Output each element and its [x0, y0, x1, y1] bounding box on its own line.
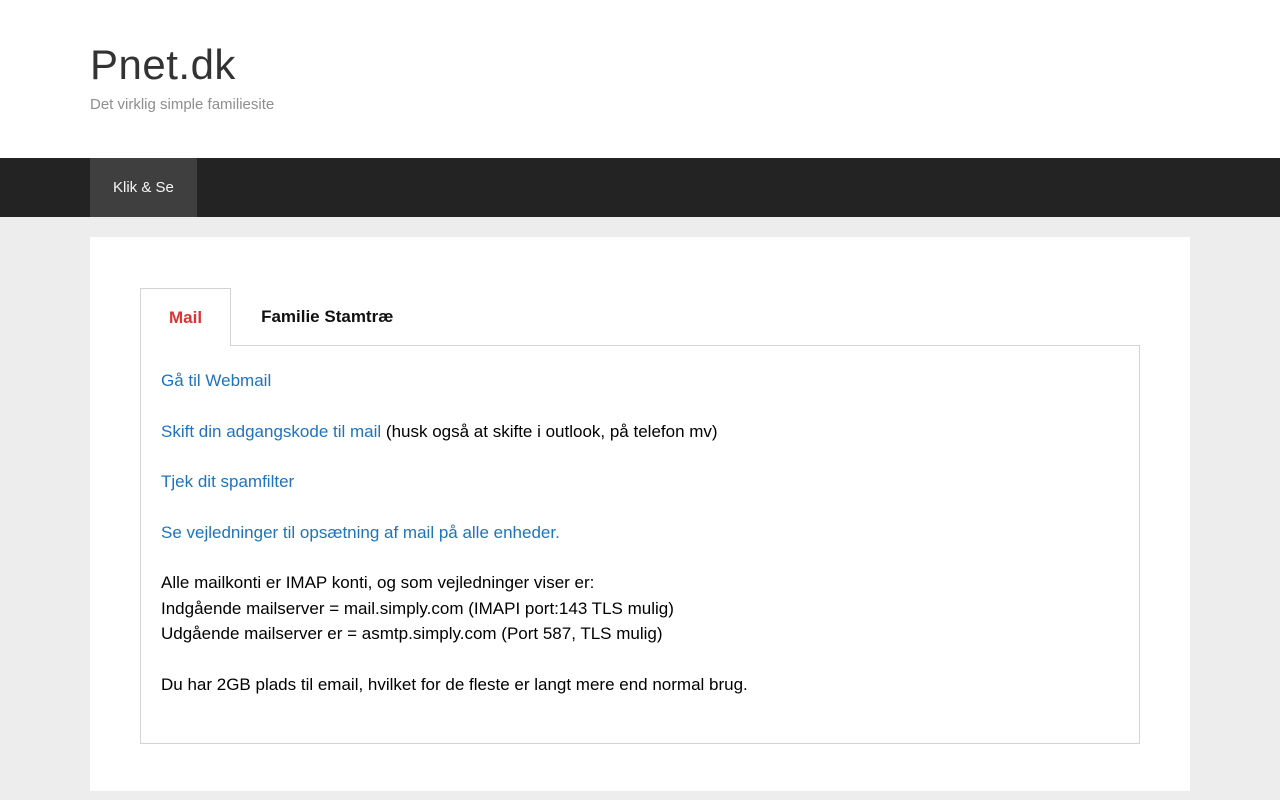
content-area [0, 217, 1280, 800]
imap-info-line-3: Udgående mailserver er = asmtp.simply.com (Port 587, TLS mulig) [161, 624, 663, 643]
mail-tab-panel [140, 345, 1140, 744]
mail-setup-guides-link[interactable]: Se vejledninger til opsætning af mail på alle enheder. [161, 522, 560, 542]
spamfilter-link[interactable]: Tjek dit spamfilter [161, 472, 295, 491]
content-card [90, 237, 1190, 791]
site-tagline: Det virklig simple familiesite [90, 96, 275, 114]
guides-line [161, 520, 1119, 546]
change-password-note: (husk også at skifte i outlook, på telefon mv) [381, 421, 718, 441]
storage-note: Du har 2GB plads til email, hvilket for de fleste er langt mere end normal brug. [161, 674, 748, 694]
webmail-link[interactable]: Gå til Webmail [161, 371, 272, 390]
tab-familie-stamtrae[interactable]: Familie Stamtræ [261, 306, 394, 326]
imap-info-block [161, 570, 1119, 647]
main-nav [0, 158, 1280, 217]
site-header [0, 0, 1280, 158]
nav-item-klik-se[interactable]: Klik & Se [90, 158, 197, 217]
site-title[interactable]: Pnet.dk [90, 41, 236, 88]
webmail-line [161, 368, 1119, 394]
spamfilter-line [161, 469, 1119, 495]
change-password-link[interactable]: Skift din adgangskode til mail [161, 421, 382, 441]
tab-mail[interactable]: Mail [140, 288, 231, 346]
imap-info-line-1: Alle mailkonti er IMAP konti, og som vejledninger viser er: [161, 573, 595, 592]
imap-info-line-2: Indgående mailserver = mail.simply.com (IMAPI port:143 TLS mulig) [161, 598, 674, 618]
change-password-line [161, 419, 1119, 445]
tab-bar [140, 288, 1140, 345]
